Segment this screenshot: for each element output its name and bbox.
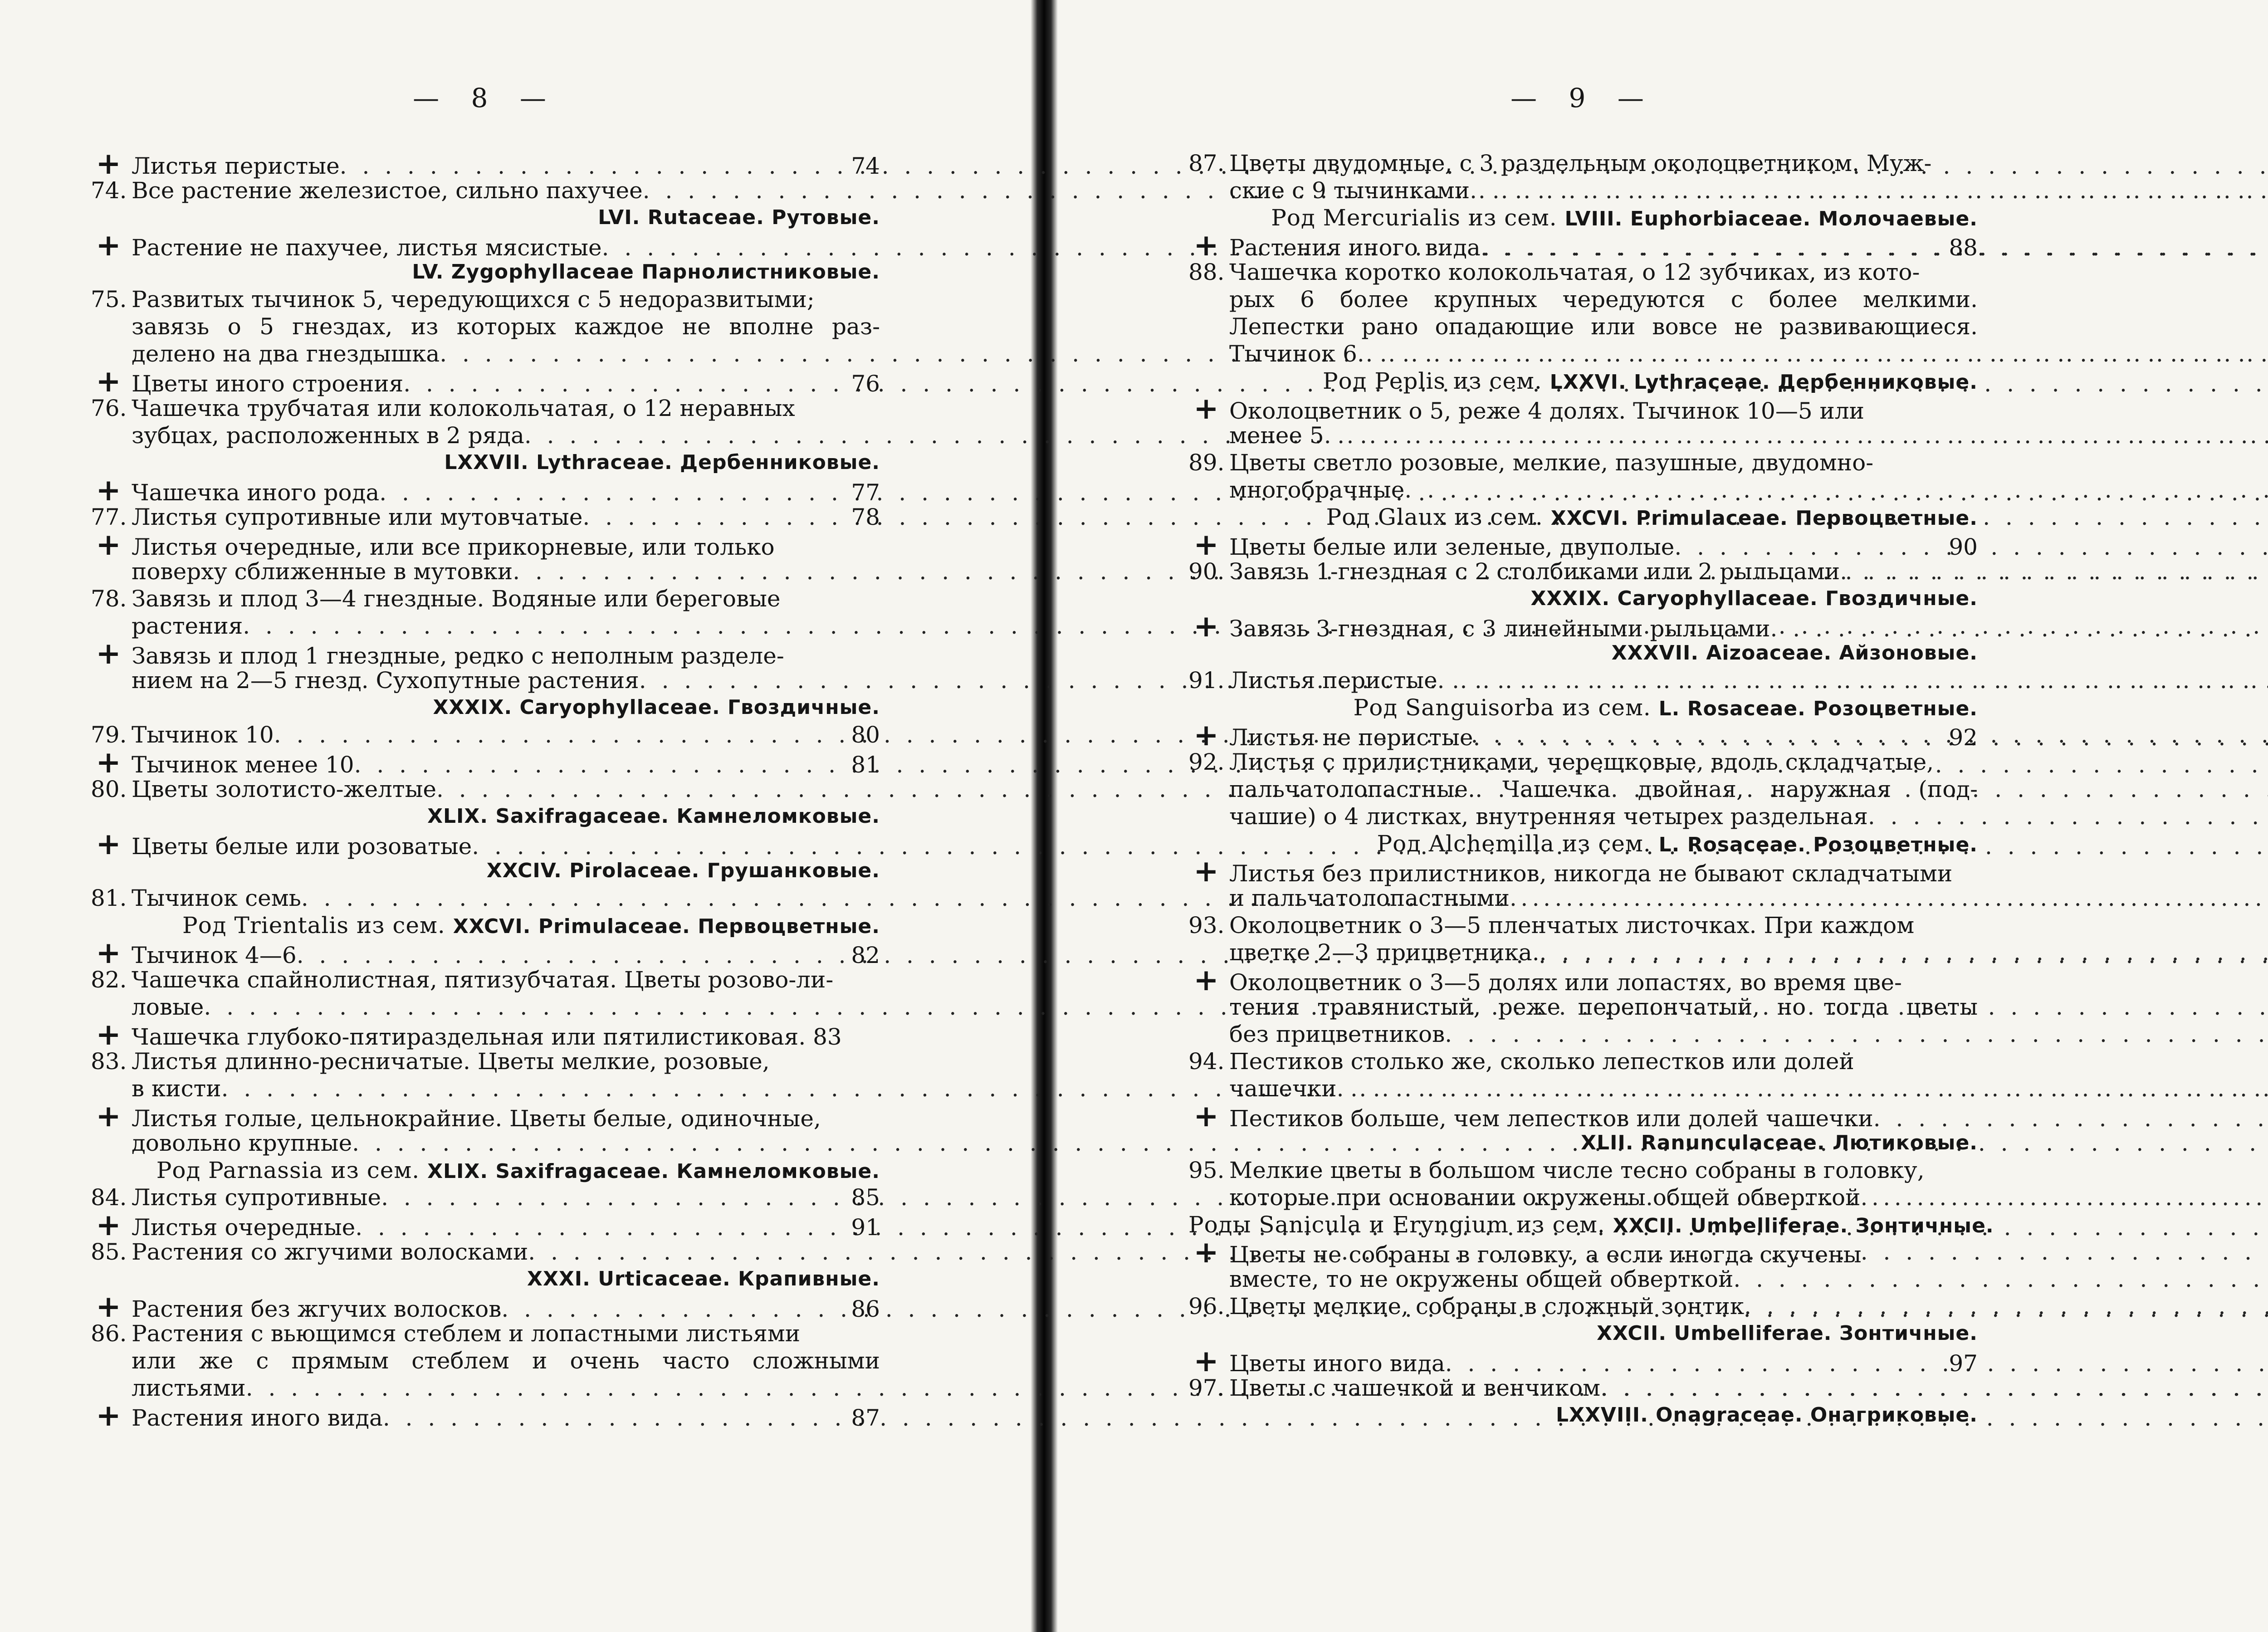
genus-prefix: Род Parnassia из сем. xyxy=(156,1157,428,1183)
entry-text: Цветы не собраны в головку, а если иногда скучены xyxy=(1229,1241,1862,1268)
entry-number: 81. xyxy=(91,885,127,911)
leader-dots xyxy=(528,1238,880,1266)
key-entry xyxy=(91,966,880,993)
continuation-line xyxy=(1188,803,1978,830)
key-entry xyxy=(1188,1098,1978,1134)
entry-text: Цветы двудомные, с 3 раздельным околоцветником. Муж- xyxy=(1229,150,1932,176)
entry-text: Околоцветник о 3—5 пленчатых листочках. При каждом xyxy=(1229,912,1915,938)
entry-number: 95. xyxy=(1188,1157,1225,1183)
key-entry xyxy=(1188,748,1978,776)
entry-text: Околоцветник о 3—5 долях или лопастях, во время цве- xyxy=(1229,969,1902,996)
continuation-line xyxy=(1188,476,1978,503)
entry-number: 76. xyxy=(91,395,127,421)
reference-number: 90 xyxy=(1949,534,1978,560)
entry-number: 82. xyxy=(91,967,127,993)
reference-number: 77 xyxy=(851,479,880,506)
reference-number: 74 xyxy=(851,153,880,179)
key-entry xyxy=(91,472,880,508)
leader-dots xyxy=(1868,803,2268,830)
continuation-line xyxy=(1188,1075,1978,1102)
family-name: LXXVI. Lythraceae. Дербенниковые. xyxy=(1549,371,1978,394)
reference-number: 88 xyxy=(1949,235,1978,261)
reference-number: 86 xyxy=(851,1296,880,1322)
line-text: листьями xyxy=(132,1375,246,1401)
reference-number: 87 xyxy=(851,1405,880,1431)
leader-dots xyxy=(1481,234,1946,261)
leader-dots xyxy=(1470,177,2268,204)
leader-dots xyxy=(1324,422,2268,449)
continuation-line xyxy=(1188,177,1978,204)
entry-number: 77. xyxy=(91,504,127,530)
key-entry xyxy=(91,395,880,422)
continuation-line xyxy=(91,612,880,640)
leader-dots xyxy=(403,370,848,397)
plus-marker: + xyxy=(1193,962,1219,997)
entry-text: Листья не перистые xyxy=(1229,724,1473,751)
continuation-line: рых 6 более крупных чередуются с более мелкими. xyxy=(1229,286,1978,313)
family-name: XXXVII. Aizoaceae. Айзоновые. xyxy=(1611,641,1978,665)
continuation-line xyxy=(91,993,880,1021)
plus-marker: + xyxy=(96,1016,121,1052)
continuation-line xyxy=(1188,1021,1978,1048)
entry-text: Цветы светло розовые, мелкие, пазушные, двудомно- xyxy=(1229,450,1874,476)
family-heading xyxy=(91,204,880,231)
key-entry xyxy=(91,1289,880,1324)
continuation-line xyxy=(91,667,880,694)
leader-dots xyxy=(297,942,849,969)
entry-text: Чашечка трубчатая или колокольчатая, о 12 неравных xyxy=(132,395,795,421)
leader-dots xyxy=(602,234,880,261)
plus-marker: + xyxy=(96,363,121,399)
plus-marker: + xyxy=(96,1098,121,1134)
plus-marker: + xyxy=(1193,1234,1219,1270)
leader-dots xyxy=(379,479,848,506)
leader-dots xyxy=(1600,1374,1978,1402)
plus-marker: + xyxy=(96,1397,121,1433)
family-heading xyxy=(1188,367,1978,395)
plus-marker: + xyxy=(96,826,121,861)
key-entry xyxy=(1188,558,1978,585)
key-entry xyxy=(91,884,880,912)
family-name: LVIII. Euphorbiaceae. Молочаевые. xyxy=(1564,207,1978,230)
line-text: и пальчатолопастными xyxy=(1229,885,1510,911)
entry-text: Листья голые, цельнокрайние. Цветы белые, одиночные, xyxy=(132,1105,821,1132)
entry-text: Мелкие цветы в большом числе тесно собраны в головку, xyxy=(1229,1157,1925,1183)
leader-dots xyxy=(472,833,880,860)
leader-dots xyxy=(1437,667,1978,694)
entry-text: Цветы иного строения xyxy=(132,371,404,397)
leader-dots xyxy=(643,177,880,204)
line-text: чашечки xyxy=(1229,1075,1337,1102)
leader-dots xyxy=(1860,1184,2268,1211)
reference-number: 81 xyxy=(851,752,880,778)
continuation-line: пальчатолопастные. Чашечка двойная, наружная (под- xyxy=(1229,776,1978,802)
entry-number: 78. xyxy=(91,586,127,612)
entry-text: Растения без жгучих волосков xyxy=(132,1296,502,1322)
leader-dots xyxy=(340,152,849,180)
plus-marker: + xyxy=(1193,853,1219,889)
key-entry xyxy=(1188,962,1978,997)
continuation-line xyxy=(1188,1266,1978,1293)
reference-number: 92 xyxy=(1949,724,1978,751)
key-entry xyxy=(91,1207,880,1242)
continuation-line: тения травянистый, реже перепончатый, но тогда цветы xyxy=(1229,994,1978,1020)
family-name: L. Rosaceae. Розоцветные. xyxy=(1658,833,1978,856)
entry-text: Пестиков больше, чем лепестков или долей чашечки xyxy=(1229,1105,1873,1132)
entry-text: Растения с вьющимся стеблем и лопастными листьями xyxy=(132,1320,801,1347)
family-heading xyxy=(91,1157,880,1184)
leader-dots xyxy=(1744,1293,1978,1320)
entry-text: Цветы с чашечкой и венчиком xyxy=(1229,1375,1601,1401)
key-entry xyxy=(91,1238,880,1266)
family-heading xyxy=(1188,640,1978,667)
reference-number: 78 xyxy=(851,504,880,530)
entry-text: Пестиков столько же, сколько лепестков или долей xyxy=(1229,1048,1854,1075)
key-entry xyxy=(1188,527,1978,562)
family-name: XLIX. Saxifragaceae. Камнеломковые. xyxy=(427,1160,880,1183)
entry-number: 90. xyxy=(1188,558,1225,585)
entry-text: Листья очередные xyxy=(132,1214,356,1241)
entry-text: Чашечка коротко колокольчатая, о 12 зубчиках, из кото- xyxy=(1229,259,1920,285)
plus-marker: + xyxy=(96,935,121,970)
plus-marker: + xyxy=(96,1207,121,1242)
key-entry xyxy=(1188,449,1978,476)
entry-text: Тычинок семь xyxy=(132,885,301,911)
key-entry xyxy=(91,1098,880,1134)
plus-marker: + xyxy=(1193,608,1219,644)
family-heading xyxy=(91,694,880,721)
reference-number: 76 xyxy=(851,371,880,397)
family-name: LVI. Rutaceae. Рутовые. xyxy=(598,206,880,229)
entry-text: Чашечка иного рода xyxy=(132,479,380,506)
line-text: вместе, то не окружены общей обверткой xyxy=(1229,1266,1734,1292)
key-entry xyxy=(91,1184,880,1211)
key-entry xyxy=(91,503,880,531)
continuation-line xyxy=(1188,884,1978,912)
line-text: растения xyxy=(132,613,243,639)
leader-dots xyxy=(1840,558,1978,585)
entry-number: 93. xyxy=(1188,912,1225,938)
entry-text: Завязь и плод 3—4 гнездные. Водяные или береговые xyxy=(132,586,781,612)
key-entry xyxy=(91,721,880,748)
family-heading xyxy=(1188,1129,1978,1157)
line-text: которые при основании окружены общей обверткой xyxy=(1229,1184,1861,1211)
family-name: XXCVI. Primulaceae. Первоцветные. xyxy=(453,915,880,938)
leader-dots xyxy=(1445,1021,2268,1048)
entry-text: Листья супротивные xyxy=(132,1184,381,1211)
entry-number: 86. xyxy=(91,1320,127,1347)
leader-dots xyxy=(355,1214,848,1241)
key-entry xyxy=(91,286,880,313)
plus-marker: + xyxy=(1193,527,1219,562)
entry-text: Листья с прилистниками, черешковые, вдоль складчатые, xyxy=(1229,749,1934,775)
key-entry xyxy=(91,227,880,263)
entry-text: Завязь 1-гнездная с 2 столбиками или 2 рыльцами xyxy=(1229,558,1840,585)
entry-text: Листья без прилистников, никогда не бывают складчатыми xyxy=(1229,860,1953,887)
entry-number: 79. xyxy=(91,722,127,748)
entry-number: 94. xyxy=(1188,1048,1225,1075)
key-entry xyxy=(1188,853,1978,889)
continuation-line xyxy=(91,340,880,367)
entry-text: Растения со жгучими волосками xyxy=(132,1239,528,1265)
genus-prefix: Род Peplis из сем. xyxy=(1322,368,1550,394)
key-entry xyxy=(1188,150,1978,177)
family-heading xyxy=(1188,204,1978,231)
entry-text: Развитых тычинок 5, чередующихся с 5 недоразвитыми; xyxy=(132,286,815,313)
key-entry xyxy=(91,527,880,562)
entry-number: 85. xyxy=(91,1239,127,1265)
entry-number: 89. xyxy=(1188,450,1225,476)
key-entry xyxy=(1188,259,1978,286)
entry-number: 83. xyxy=(91,1048,127,1075)
family-name: LV. Zygophyllaceae Парнолистниковые. xyxy=(412,260,880,283)
continuation-line: или же с прямым стеблем и очень часто сложными xyxy=(132,1348,880,1374)
key-entry xyxy=(91,1048,880,1075)
family-name: XLII. Ranunculaceae. Лютиковые. xyxy=(1581,1131,1978,1154)
plus-marker: + xyxy=(96,744,121,780)
family-heading xyxy=(91,803,880,830)
plus-marker: + xyxy=(96,635,121,671)
entry-text: Цветы иного вида xyxy=(1229,1350,1445,1377)
leader-dots xyxy=(1357,340,2268,367)
leader-dots xyxy=(1473,724,1946,751)
entry-text: Завязь 3-гнездная, с 3 линейными рыльцами xyxy=(1229,616,1770,642)
family-heading xyxy=(1188,830,1978,857)
genus-prefix: Род Sanguisorba из сем. xyxy=(1353,694,1659,721)
line-text: без прицветников xyxy=(1229,1021,1445,1047)
leader-dots xyxy=(1770,615,1978,642)
family-name: XXXIX. Caryophyllaceae. Гвоздичные. xyxy=(433,696,880,719)
plus-marker: + xyxy=(96,527,121,562)
leader-dots xyxy=(381,1184,848,1211)
family-name: XXCVI. Primulaceae. Первоцветные. xyxy=(1550,507,1978,530)
genus-prefix: Род Alchemilla из сем. xyxy=(1377,831,1659,857)
plus-marker: + xyxy=(96,472,121,508)
leader-dots xyxy=(582,503,848,531)
family-heading xyxy=(1188,585,1978,612)
leader-dots xyxy=(1733,1266,2268,1293)
page-number: — 9 — xyxy=(1510,83,1656,113)
line-text: в кисти xyxy=(132,1075,221,1102)
family-heading xyxy=(1188,1211,1994,1238)
plus-marker: + xyxy=(96,1289,121,1324)
entry-text: Тычинок 4—6 xyxy=(132,942,297,968)
key-entry xyxy=(1188,717,1978,752)
key-entry xyxy=(91,776,880,803)
key-entry xyxy=(91,1016,880,1052)
plus-marker: + xyxy=(96,227,121,263)
leader-dots xyxy=(354,751,849,778)
reference-number: 80 xyxy=(851,722,880,748)
reference-number: 85 xyxy=(851,1184,880,1211)
page-number: — 8 — xyxy=(413,83,558,113)
family-name: XXCIV. Pirolaceae. Грушанковые. xyxy=(486,859,880,882)
line-text: чашие) о 4 листках, внутренняя четырех раздельная xyxy=(1229,803,1868,830)
line-text: ские с 9 тычинками xyxy=(1229,177,1470,204)
entry-text: Цветы золотисто-желтые xyxy=(132,776,436,802)
line-text: делено на два гнездышка xyxy=(132,341,440,367)
key-entry xyxy=(1188,1293,1978,1320)
key-entry xyxy=(91,1397,880,1433)
entry-text: Цветы мелкие, собраны в сложный зонтик xyxy=(1229,1293,1745,1319)
family-heading xyxy=(91,259,880,286)
genus-prefix: Роды Sanicula и Eryngium из сем. xyxy=(1188,1212,1613,1238)
plus-marker: + xyxy=(1193,1098,1219,1134)
entry-text: Листья длинно-ресничатые. Цветы мелкие, розовые, xyxy=(132,1048,770,1075)
key-entry xyxy=(1188,608,1978,644)
leader-dots xyxy=(301,884,880,912)
entry-text: Листья супротивные или мутовчатые xyxy=(132,504,583,530)
leader-dots xyxy=(436,776,880,803)
family-heading xyxy=(1188,1320,1978,1347)
leader-dots xyxy=(1510,884,2268,912)
entry-number: 80. xyxy=(91,776,127,802)
family-name: LXXVIII. Onagraceae. Онагриковые. xyxy=(1556,1403,1978,1427)
key-entry xyxy=(91,146,880,181)
continuation-line xyxy=(91,422,880,449)
entry-text: Растения иного вида xyxy=(1229,235,1481,261)
key-entry xyxy=(91,744,880,780)
entry-number: 88. xyxy=(1188,259,1225,285)
continuation-line: Лепестки рано опадающие или вовсе не развивающиеся. xyxy=(1229,313,1978,340)
leader-dots xyxy=(501,1295,848,1323)
entry-number: 91. xyxy=(1188,667,1225,694)
leader-dots xyxy=(274,721,849,748)
family-heading xyxy=(91,912,880,939)
line-text: Тычинок 6 xyxy=(1229,341,1357,367)
family-heading xyxy=(91,857,880,884)
key-entry xyxy=(1188,1374,1978,1402)
key-entry xyxy=(91,177,880,204)
key-lines xyxy=(91,146,880,1433)
leader-dots xyxy=(1404,476,2268,503)
reference-number: 82 xyxy=(851,942,880,968)
line-text: нием на 2—5 гнезд. Сухопутные растения xyxy=(132,667,639,694)
family-heading xyxy=(1188,503,1978,531)
genus-prefix: Род Glaux из сем. xyxy=(1326,504,1551,530)
key-entry xyxy=(91,363,880,399)
continuation-line xyxy=(91,558,880,585)
line-text: довольно крупные xyxy=(132,1130,352,1156)
entry-text: Все растение железистое, сильно пахучее xyxy=(132,177,643,204)
continuation-line xyxy=(91,1075,880,1102)
family-name: LXXVII. Lythraceae. Дербенниковые. xyxy=(444,451,880,474)
key-entry xyxy=(1188,1157,1978,1184)
key-entry xyxy=(1188,667,1978,694)
continuation-line xyxy=(91,1129,880,1157)
key-entry xyxy=(91,935,880,970)
genus-prefix: Род Trientalis из сем. xyxy=(182,912,453,938)
key-entry xyxy=(1188,391,1978,426)
entry-text: Цветы белые или зеленые, двуполые xyxy=(1229,534,1675,560)
key-entry xyxy=(1188,1234,1978,1270)
entry-number: 97. xyxy=(1188,1375,1225,1401)
key-entry xyxy=(91,585,880,612)
line-text: цветке 2—3 прицветника. xyxy=(1229,939,1540,966)
family-heading xyxy=(1188,1402,1978,1429)
family-name: L. Rosaceae. Розоцветные. xyxy=(1658,697,1978,720)
family-heading xyxy=(91,1266,880,1293)
line-text: поверху сближенные в мутовки xyxy=(132,558,513,585)
genus-prefix: Род Mercurialis из сем. xyxy=(1271,205,1565,231)
continuation-line xyxy=(1188,422,1978,449)
key-entry xyxy=(1188,1343,1978,1378)
entry-text: Растение не пахучее, листья мясистые xyxy=(132,235,602,261)
family-name: XXCII. Umbelliferae. Зонтичные. xyxy=(1613,1214,1994,1237)
key-entry xyxy=(91,1320,880,1347)
family-name: XLIX. Saxifragaceae. Камнеломковые. xyxy=(427,805,880,828)
plus-marker: + xyxy=(1193,391,1219,426)
key-lines xyxy=(1188,150,1994,1429)
entry-text: Тычинок 10 xyxy=(132,722,274,748)
continuation-line xyxy=(1188,939,1978,966)
family-name: XXXI. Urticaceae. Крапивные. xyxy=(527,1267,880,1290)
key-entry xyxy=(91,826,880,861)
line-text: менее 5 xyxy=(1229,422,1324,449)
key-entry xyxy=(1188,227,1978,263)
family-name: XXXIX. Caryophyllaceae. Гвоздичные. xyxy=(1530,587,1978,610)
entry-number: 96. xyxy=(1188,1293,1225,1319)
leader-dots xyxy=(1337,1075,2268,1102)
line-text: многобрачные xyxy=(1229,477,1405,503)
entry-text: Околоцветник о 5, реже 4 долях. Тычинок 10—5 или xyxy=(1229,398,1864,424)
key-entry xyxy=(1188,912,1978,939)
leader-dots xyxy=(1674,533,1946,561)
line-text: ловые xyxy=(132,994,204,1020)
key-entry xyxy=(91,635,880,671)
entry-text: Листья очередные, или все прикорневые, или только xyxy=(132,534,775,560)
continuation-line xyxy=(91,1374,880,1402)
family-heading xyxy=(1188,694,1978,721)
entry-number: 84. xyxy=(91,1184,127,1211)
leader-dots xyxy=(1873,1105,1978,1132)
plus-marker: + xyxy=(96,146,121,181)
family-heading xyxy=(91,449,880,476)
entry-text: Цветы белые или розоватые xyxy=(132,833,472,860)
leader-dots xyxy=(1445,1350,1946,1377)
continuation-line xyxy=(1188,1184,1978,1211)
reference-number: 97 xyxy=(1949,1350,1978,1377)
line-text: зубцах, расположенных в 2 ряда xyxy=(132,422,524,449)
plus-marker: + xyxy=(1193,1343,1219,1378)
reference-number: 91 xyxy=(851,1214,880,1241)
plus-marker: + xyxy=(1193,227,1219,263)
entry-text: Завязь и плод 1 гнездные, редко с неполным разделе- xyxy=(132,643,784,669)
family-name: XXCII. Umbelliferae. Зонтичные. xyxy=(1597,1322,1978,1345)
leader-dots xyxy=(1540,939,2268,966)
entry-text: Листья перистые xyxy=(1229,667,1437,694)
plus-marker: + xyxy=(1193,717,1219,752)
continuation-line xyxy=(1188,340,1978,367)
entry-text: Тычинок менее 10 xyxy=(132,752,354,778)
entry-text: Растения иного вида xyxy=(132,1405,383,1431)
entry-text: Чашечка глубоко-пятираздельная или пятилистиковая. 83 xyxy=(132,1024,842,1050)
entry-number: 92. xyxy=(1188,749,1225,775)
key-entry xyxy=(1188,1048,1978,1075)
entry-text: Листья перистые xyxy=(132,153,340,179)
entry-number: 74. xyxy=(91,177,127,204)
leader-dots xyxy=(383,1404,849,1432)
entry-number: 87. xyxy=(1188,150,1225,176)
entry-text: Чашечка спайнолистная, пятизубчатая. Цветы розово-ли- xyxy=(132,967,834,993)
entry-number: 75. xyxy=(91,286,127,313)
continuation-line: завязь о 5 гнездах, из которых каждое не вполне раз- xyxy=(132,313,880,340)
